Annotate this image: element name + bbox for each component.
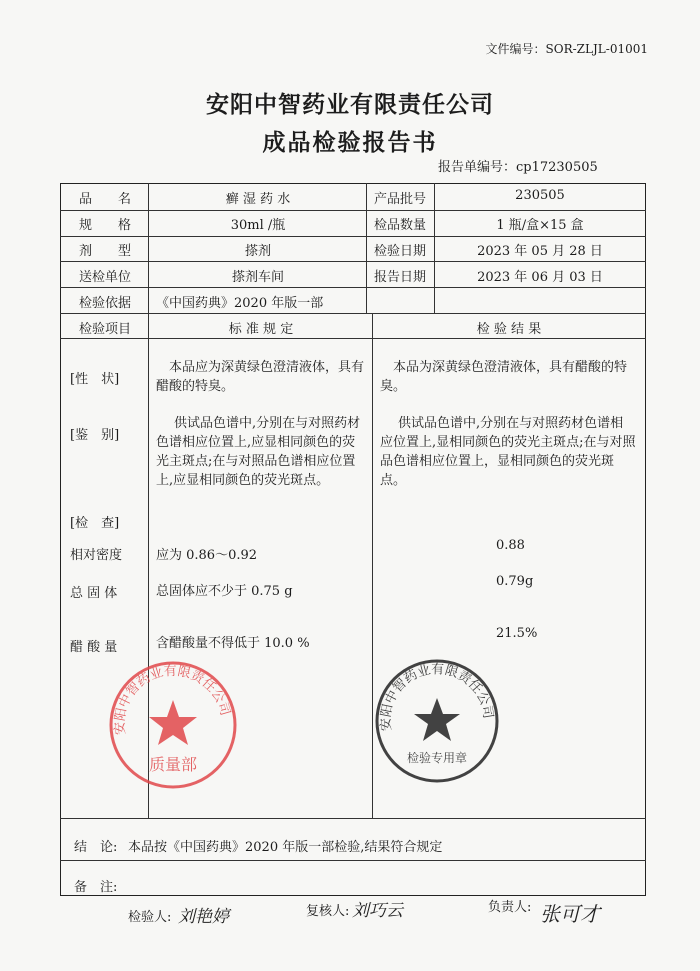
- character-standard: 本品应为深黄绿色澄清液体，具有醋酸的特臭。: [156, 360, 365, 394]
- acetic-acid-standard: 含醋酸量不得低于 10.0 %: [156, 636, 310, 651]
- identification-label: [鉴 别]: [70, 428, 120, 443]
- quantity-value: 1 瓶/盒×15 盒: [496, 218, 584, 233]
- character-result: 本品为深黄绿色澄清液体，具有醋酸的特臭。: [380, 360, 628, 394]
- density-standard: 应为 0.86～0.92: [156, 548, 258, 563]
- spec-value: 30ml /瓶: [230, 218, 286, 233]
- report-number: 报告单编号：cp17230505: [438, 160, 598, 175]
- left-seal-arc-text: 安阳中智药业有限责任公司: [112, 663, 233, 736]
- column-standard-header: 标 准 规 定: [228, 322, 294, 337]
- company-name: 安阳中智药业有限责任公司: [206, 91, 494, 118]
- character-label: [性 状]: [70, 372, 120, 387]
- remarks-label: 备 注:: [74, 880, 118, 895]
- product-name-label: 品 名: [78, 192, 131, 207]
- col-divider: [148, 183, 149, 313]
- row-divider: [60, 818, 646, 819]
- product-name-value: 癣 湿 药 水: [225, 192, 291, 207]
- batch-value: 230505: [515, 188, 565, 203]
- conclusion-label: 结 论:: [74, 840, 118, 855]
- acetic-acid-result: 21.5%: [496, 626, 538, 641]
- report-date-label: 报告日期: [373, 270, 426, 285]
- manager-label: 负责人:: [488, 900, 532, 915]
- manager-signature: 张可才: [540, 902, 600, 926]
- row-divider: [60, 860, 646, 861]
- column-result-header: 检 验 结 果: [476, 322, 542, 337]
- inspection-seal: [372, 656, 502, 786]
- reviewer-label: 复核人:: [306, 904, 350, 919]
- quality-department-seal: [106, 658, 240, 792]
- dosage-form-label: 剂 型: [78, 244, 131, 259]
- spec-label: 规 格: [78, 218, 131, 233]
- solids-result: 0.79g: [496, 574, 534, 589]
- density-label: 相对密度: [70, 548, 123, 563]
- submitting-unit-value: 搽剂车间: [231, 270, 284, 285]
- file-number: 文件编号：SOR-ZLJL-01001: [485, 42, 648, 56]
- density-result: 0.88: [496, 538, 525, 553]
- batch-label: 产品批号: [373, 192, 426, 207]
- right-seal-arc-text: 安阳中智药业有限责任公司: [378, 662, 496, 732]
- quantity-label: 检品数量: [373, 218, 426, 233]
- solids-label: 总 固 体: [70, 586, 118, 601]
- left-seal-dept: 质量部: [148, 755, 198, 774]
- document-title: 成品检验报告书: [262, 129, 438, 156]
- conclusion-text: 本品按《中国药典》2020 年版一部检验,结果符合规定: [128, 840, 443, 855]
- report-date-value: 2023 年 06 月 03 日: [477, 270, 603, 285]
- basis-label: 检验依据: [78, 296, 131, 311]
- acetic-acid-label: 醋 酸 量: [70, 640, 118, 655]
- reviewer-signature: 刘巧云: [352, 901, 403, 921]
- solids-standard: 总固体应不少于 0.75 g: [156, 584, 293, 599]
- check-label: [检 查]: [70, 516, 120, 531]
- basis-value: 《中国药典》2020 年版一部: [156, 296, 324, 311]
- inspect-date-value: 2023 年 05 月 28 日: [477, 244, 603, 259]
- identification-standard: 供试品色谱中,分别在与对照药材色谱相应位置上,应显相同颜色的荧光主斑点;在与对照品色谱相应位置上,应显相同颜色的荧光斑点。: [156, 416, 361, 488]
- inspector-signature: 刘艳婷: [178, 907, 229, 927]
- dosage-form-value: 搽剂: [244, 244, 271, 259]
- identification-result: 供试品色谱中,分别在与对照药材色谱相应位置上,显相同颜色的荧光主斑点;在与对照品色谱相应位置上，显相同颜色的荧光斑点。: [380, 416, 636, 488]
- inspect-date-label: 检验日期: [373, 244, 426, 259]
- submitting-unit-label: 送检单位: [78, 270, 131, 285]
- inspector-label: 检验人:: [128, 910, 172, 925]
- column-item-header: 检验项目: [78, 322, 131, 337]
- right-seal-dept: 检验专用章: [406, 751, 468, 765]
